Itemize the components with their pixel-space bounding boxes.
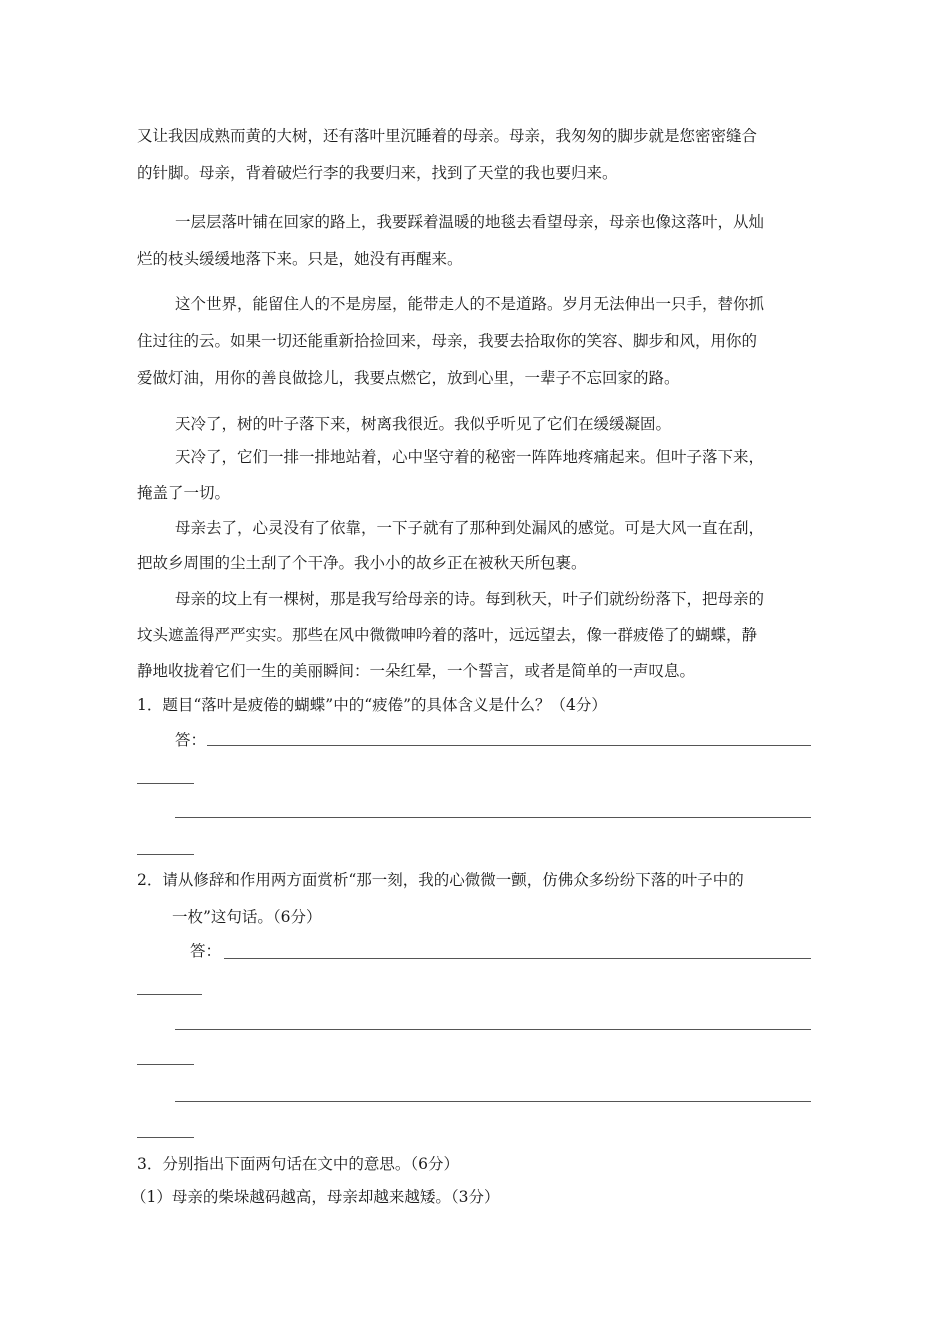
- answer-line[interactable]: [137, 994, 202, 995]
- passage-line: 母亲的坟上有一棵树，那是我写给母亲的诗。每到秋天，叶子们就纷纷落下，把母亲的: [175, 590, 765, 608]
- answer-line[interactable]: [175, 1029, 811, 1030]
- answer-line[interactable]: [207, 745, 811, 746]
- answer-label: 答：: [190, 942, 222, 960]
- answer-label: 答：: [175, 731, 207, 749]
- answer-line[interactable]: [137, 783, 194, 784]
- passage-line: 掩盖了一切。: [137, 484, 231, 502]
- answer-line[interactable]: [175, 817, 811, 818]
- answer-line[interactable]: [137, 1064, 194, 1065]
- answer-line[interactable]: [175, 1101, 811, 1102]
- passage-line: 母亲去了，心灵没有了依靠，一下子就有了那种到处漏风的感觉。可是大风一直在刮，: [175, 519, 765, 537]
- passage-line: 一层层落叶铺在回家的路上，我要踩着温暖的地毯去看望母亲，母亲也像这落叶，从灿: [175, 213, 765, 231]
- passage-line: 静地收拢着它们一生的美丽瞬间：一朵红晕，一个誓言，或者是简单的一声叹息。: [137, 662, 696, 680]
- question-text: 2．请从修辞和作用两方面赏析“那一刻，我的心微微一颤，仿佛众多纷纷下落的叶子中的: [137, 871, 744, 889]
- question-text: 3．分别指出下面两句话在文中的意思。（6分）: [137, 1155, 459, 1173]
- passage-line: 烂的枝头缓缓地落下来。只是，她没有再醒来。: [137, 250, 463, 268]
- answer-line[interactable]: [137, 1137, 194, 1138]
- sub-question-text: （1）母亲的柴垛越码越高，母亲却越来越矮。（3分）: [131, 1188, 500, 1206]
- passage-line: 的针脚。母亲，背着破烂行李的我要归来，找到了天堂的我也要归来。: [137, 164, 618, 182]
- passage-line: 天冷了，树的叶子落下来，树离我很近。我似乎听见了它们在缓缓凝固。: [175, 415, 672, 433]
- passage-line: 坟头遮盖得严严实实。那些在风中微微呻吟着的落叶，远远望去，像一群疲倦了的蝴蝶，静: [137, 626, 758, 644]
- passage-line: 把故乡周围的尘土刮了个干净。我小小的故乡正在被秋天所包裹。: [137, 554, 587, 572]
- question-text: 1．题目“落叶是疲倦的蝴蝶”中的“疲倦”的具体含义是什么？（4分）: [137, 696, 607, 714]
- passage-line: 这个世界，能留住人的不是房屋，能带走人的不是道路。岁月无法伸出一只手，替你抓: [175, 295, 765, 313]
- passage-line: 爱做灯油，用你的善良做捻儿，我要点燃它，放到心里，一辈子不忘回家的路。: [137, 369, 680, 387]
- answer-line[interactable]: [137, 854, 194, 855]
- question-text: 一枚”这句话。（6分）: [172, 908, 322, 926]
- answer-line[interactable]: [224, 958, 811, 959]
- passage-line: 住过往的云。如果一切还能重新拾捡回来，母亲，我要去拾取你的笑容、脚步和风，用你的: [137, 332, 758, 350]
- passage-line: 天冷了，它们一排一排地站着，心中坚守着的秘密一阵阵地疼痛起来。但叶子落下来，: [175, 448, 765, 466]
- passage-line: 又让我因成熟而黄的大树，还有落叶里沉睡着的母亲。母亲，我匆匆的脚步就是您密密缝合: [137, 127, 758, 145]
